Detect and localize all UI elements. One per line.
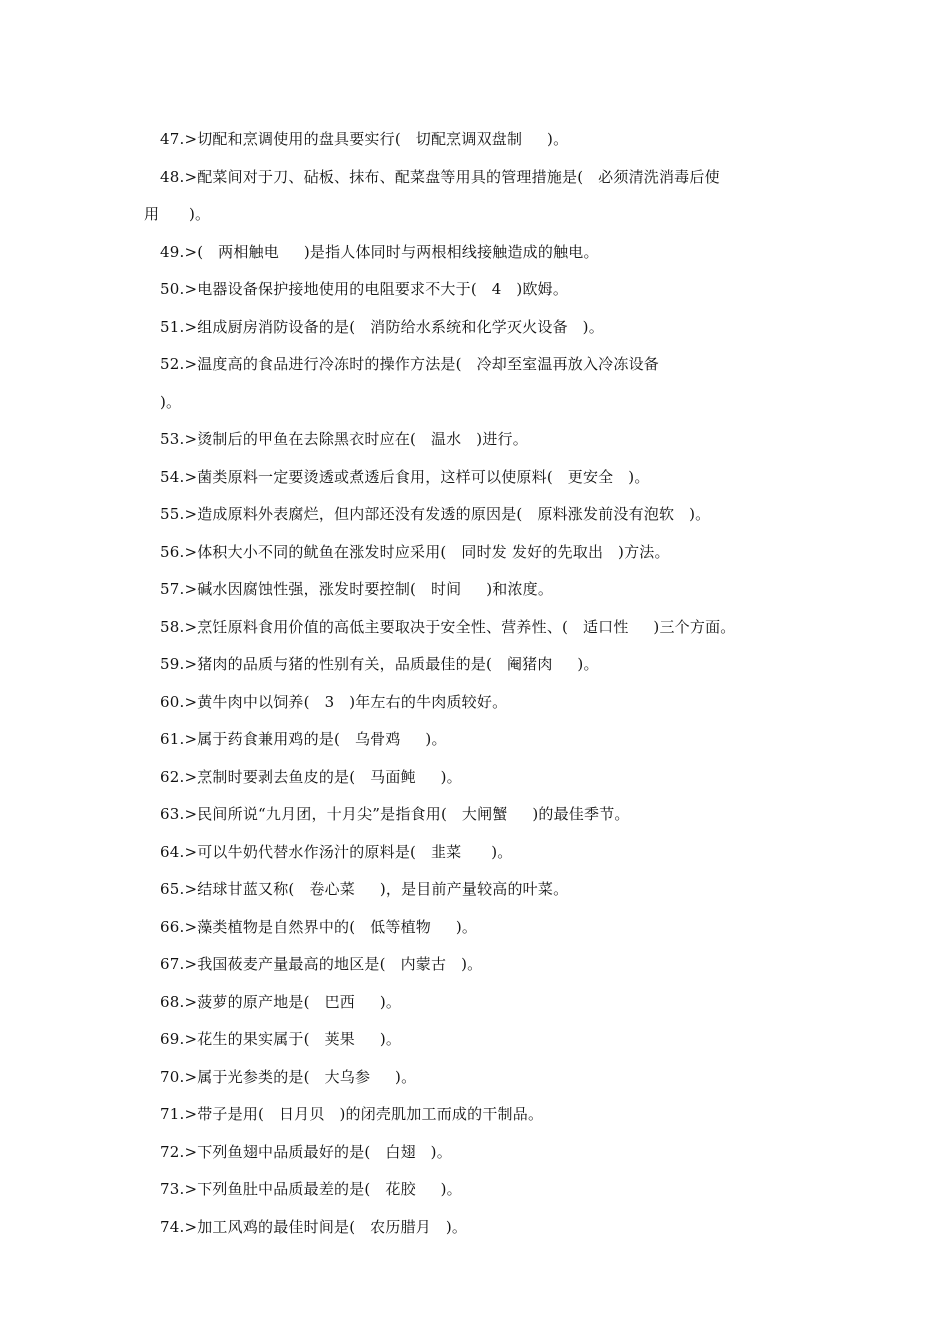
question-52: 52.>温度高的食品进行冷冻时的操作方法是( 冷却至室温再放入冷冻设备 [160,355,659,373]
question-71: 71.>带子是用( 日月贝 )的闭壳肌加工而成的干制品。 [160,1105,544,1123]
question-57: 57.>碱水因腐蚀性强，涨发时要控制( 时间 )和浓度。 [160,580,554,598]
question-55: 55.>造成原料外表腐烂，但内部还没有发透的原因是( 原料涨发前没有泡软 )。 [160,505,711,523]
question-64: 64.>可以牛奶代替水作汤汁的原料是( 韭菜 )。 [160,842,513,861]
question-70: 70.>属于光参类的是( 大乌参 )。 [160,1067,417,1086]
question-54: 54.>菌类原料一定要烫透或煮透后食用，这样可以使原料( 更安全 )。 [160,467,650,486]
question-62: 62.>烹制时要剥去鱼皮的是( 马面鲀 )。 [160,767,462,786]
question-48-continuation: 用 )。 [144,205,211,223]
question-72: 72.>下列鱼翅中品质最好的是( 白翅 )。 [160,1142,452,1161]
question-49: 49.>( 两相触电 )是指人体同时与两根相线接触造成的触电。 [160,242,599,261]
question-48: 48.>配菜间对于刀、砧板、抹布、配菜盘等用具的管理措施是( 必须清洗消毒后使 [160,167,720,186]
question-69: 69.>花生的果实属于( 荚果 )。 [160,1030,402,1048]
question-73: 73.>下列鱼肚中品质最差的是( 花胶 )。 [160,1180,462,1198]
question-58: 58.>烹饪原料食用价值的高低主要取决于安全性、营养性、( 适口性 )三个方面。 [160,617,736,636]
question-59: 59.>猪肉的品质与猪的性别有关，品质最佳的是( 阉猪肉 )。 [160,655,599,673]
question-47: 47.>切配和烹调使用的盘具要实行( 切配烹调双盘制 )。 [160,130,569,148]
question-63: 63.>民间所说“九月团，十月尖”是指食用( 大闸蟹 )的最佳季节。 [160,805,630,823]
question-53: 53.>烫制后的甲鱼在去除黑衣时应在( 温水 )进行。 [160,430,528,448]
question-61: 61.>属于药食兼用鸡的是( 乌骨鸡 )。 [160,730,447,748]
question-51: 51.>组成厨房消防设备的是( 消防给水系统和化学灭火设备 )。 [160,317,604,336]
question-74: 74.>加工风鸡的最佳时间是( 农历腊月 )。 [160,1217,468,1236]
question-60: 60.>黄牛肉中以饲养( 3 )年左右的牛肉质较好。 [160,692,508,711]
question-68: 68.>菠萝的原产地是( 巴西 )。 [160,992,402,1011]
question-66: 66.>藻类植物是自然界中的( 低等植物 )。 [160,917,478,936]
question-67: 67.>我国莜麦产量最高的地区是( 内蒙古 )。 [160,955,483,973]
question-list [144,121,820,1246]
question-56: 56.>体积大小不同的鱿鱼在涨发时应采用( 同时发 发好的先取出 )方法。 [160,542,670,561]
question-52-continuation: )。 [160,392,182,411]
question-65: 65.>结球甘蓝又称( 卷心菜 )，是目前产量较高的叶菜。 [160,880,569,898]
question-50: 50.>电器设备保护接地使用的电阻要求不大于( 4 )欧姆。 [160,280,569,298]
